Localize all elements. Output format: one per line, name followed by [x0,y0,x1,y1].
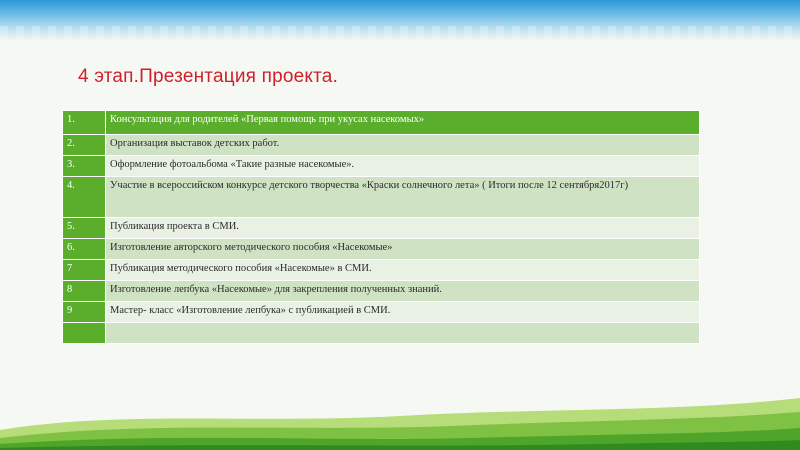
row-number: 4. [63,177,106,218]
row-text: Изготовление авторского методического пособия «Насекомые» [106,239,700,260]
row-number: 5. [63,218,106,239]
row-text: Оформление фотоальбома «Такие разные насекомые». [106,156,700,177]
row-number: 2. [63,135,106,156]
slide-title: 4 этап.Презентация проекта. [78,66,339,87]
row-number: 6. [63,239,106,260]
table-row [63,260,700,281]
grass-band-decoration [0,390,800,450]
table-row [63,156,700,177]
grass-waves [0,390,800,450]
sky-band-decoration [0,0,800,40]
table-row [63,177,700,218]
row-text: Изготовление лепбука «Насекомые» для закрепления полученных знаний. [106,281,700,302]
table-row [63,281,700,302]
row-number: 3. [63,156,106,177]
table-row [63,135,700,156]
row-number: 8 [63,281,106,302]
row-text: Консультация для родителей «Первая помощь при укусах насекомых» [106,111,700,135]
row-number: 9 [63,302,106,323]
table-row [63,239,700,260]
row-number: 1. [63,111,106,135]
row-text: Публикация методического пособия «Насекомые» в СМИ. [106,260,700,281]
stages-table [62,110,700,344]
row-text: Мастер- класс «Изготовление лепбука» с публикацией в СМИ. [106,302,700,323]
row-text: Организация выставок детских работ. [106,135,700,156]
row-text: Участие в всероссийском конкурсе детского творчества «Краски солнечного лета» ( Итоги после 12 сентября2017г) [106,177,700,218]
table-row [63,323,700,344]
row-number [63,323,106,344]
row-text: Публикация проекта в СМИ. [106,218,700,239]
table-row [63,302,700,323]
row-text [106,323,700,344]
row-number: 7 [63,260,106,281]
table-row [63,218,700,239]
table-row [63,111,700,135]
